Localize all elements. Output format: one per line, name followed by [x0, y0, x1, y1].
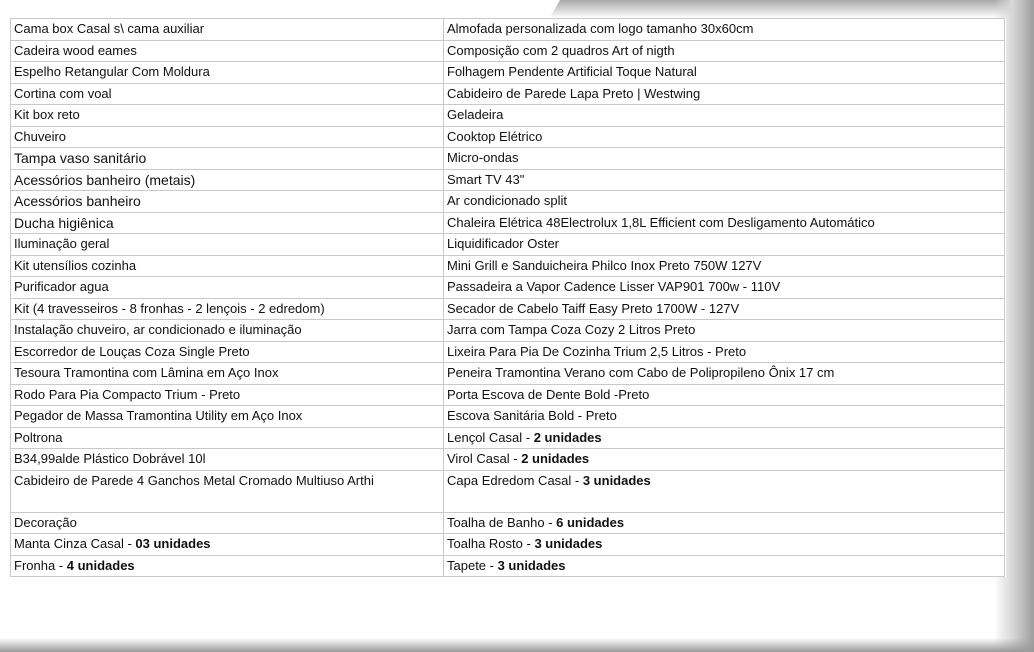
item-cell-right[interactable]	[444, 105, 1005, 127]
table-row	[11, 320, 1005, 342]
table-row	[11, 40, 1005, 62]
item-text: Cama box Casal s\ cama auxiliar	[14, 21, 205, 36]
items-table	[10, 18, 1005, 577]
table-row	[11, 470, 1005, 512]
item-cell-right[interactable]	[444, 512, 1005, 534]
item-text: Cabideiro de Parede Lapa Preto | Westwing	[447, 85, 701, 101]
item-cell-left[interactable]	[11, 105, 444, 127]
table-row	[11, 62, 1005, 84]
item-text: Cortina com voal	[14, 85, 112, 101]
table-row	[11, 191, 1005, 213]
quantity-text: 3 unidades	[582, 472, 651, 488]
item-cell-left[interactable]	[11, 363, 444, 385]
item-text: Ducha higiênica	[14, 214, 114, 231]
quantity-text: 6 unidades	[556, 514, 625, 530]
spreadsheet	[10, 18, 1006, 577]
item-text: Cooktop Elétrico	[447, 128, 543, 144]
table-row	[11, 555, 1005, 577]
item-cell-left[interactable]	[11, 384, 444, 406]
item-cell-right[interactable]	[444, 83, 1005, 105]
item-cell-right[interactable]	[444, 384, 1005, 406]
item-text: Micro-ondas	[447, 150, 519, 165]
table-row	[11, 427, 1005, 449]
item-cell-left[interactable]	[11, 191, 444, 213]
item-cell-left[interactable]	[11, 298, 444, 320]
item-text: Kit utensílios cozinha	[14, 257, 137, 273]
item-cell-right[interactable]	[444, 341, 1005, 363]
item-cell-right[interactable]	[444, 62, 1005, 84]
item-cell-left[interactable]	[11, 534, 444, 556]
item-text: Instalação chuveiro, ar condicionado e iluminação	[14, 322, 302, 337]
item-text: Liquidificador Oster	[447, 236, 559, 251]
item-text: Cadeira wood eames	[14, 42, 137, 58]
item-text: Fronha -	[14, 557, 67, 573]
table-row	[11, 105, 1005, 127]
item-cell-right[interactable]	[444, 169, 1005, 191]
item-text: Virol Casal -	[447, 451, 522, 466]
item-cell-left[interactable]	[11, 126, 444, 148]
table-row	[11, 212, 1005, 234]
table-row	[11, 19, 1005, 41]
item-text: Escova Sanitária Bold - Preto	[447, 408, 617, 423]
table-row	[11, 363, 1005, 385]
item-text: Mini Grill e Sanduicheira Philco Inox Preto 750W 127V	[447, 257, 762, 273]
table-row	[11, 512, 1005, 534]
item-cell-right[interactable]	[444, 40, 1005, 62]
item-text: Chuveiro	[14, 128, 67, 144]
item-cell-left[interactable]	[11, 148, 444, 170]
item-cell-left[interactable]	[11, 470, 444, 512]
table-row	[11, 534, 1005, 556]
table-row	[11, 255, 1005, 277]
quantity-text: 3 unidades	[497, 557, 566, 573]
item-text: Capa Edredom Casal -	[447, 472, 583, 488]
item-text: Lençol Casal -	[447, 429, 534, 445]
item-text: Almofada personalizada com logo tamanho 30x60cm	[447, 21, 754, 36]
item-text: Ar condicionado split	[447, 193, 567, 208]
item-cell-right[interactable]	[444, 298, 1005, 320]
item-cell-right[interactable]	[444, 363, 1005, 385]
item-cell-right[interactable]	[444, 19, 1005, 41]
table-row	[11, 234, 1005, 256]
item-cell-left[interactable]	[11, 255, 444, 277]
item-cell-left[interactable]	[11, 277, 444, 299]
item-text: Toalha de Banho -	[447, 514, 557, 530]
item-cell-left[interactable]	[11, 406, 444, 428]
quantity-text: 2 unidades	[521, 451, 590, 466]
item-text: Acessórios banheiro (metais)	[14, 171, 196, 188]
item-cell-right[interactable]	[444, 277, 1005, 299]
table-row	[11, 449, 1005, 471]
item-cell-left[interactable]	[11, 341, 444, 363]
item-text: Tapete -	[447, 557, 498, 573]
item-text: Folhagem Pendente Artificial Toque Natural	[447, 64, 697, 79]
item-text: Kit box reto	[14, 107, 80, 122]
item-text: Purificador agua	[14, 279, 109, 294]
item-text: Secador de Cabelo Taiff Easy Preto 1700W - 127V	[447, 300, 740, 316]
item-text: Tesoura Tramontina com Lâmina em Aço Inox	[14, 365, 279, 380]
item-text: Geladeira	[447, 107, 504, 122]
item-text: Poltrona	[14, 429, 63, 445]
item-text: Escorredor de Louças Coza Single Preto	[14, 343, 250, 359]
quantity-text: 3 unidades	[534, 536, 603, 551]
item-text: B34,99alde Plástico Dobrável 10l	[14, 451, 206, 466]
item-cell-left[interactable]	[11, 427, 444, 449]
table-row	[11, 126, 1005, 148]
table-row	[11, 277, 1005, 299]
page-top-shadow	[550, 0, 1034, 18]
item-cell-left[interactable]	[11, 234, 444, 256]
quantity-text: 2 unidades	[533, 429, 602, 445]
item-cell-left[interactable]	[11, 62, 444, 84]
item-text: Chaleira Elétrica 48Electrolux 1,8L Efficient com Desligamento Automático	[447, 214, 875, 230]
item-cell-right[interactable]	[444, 234, 1005, 256]
item-text: Peneira Tramontina Verano com Cabo de Polipropileno Ônix 17 cm	[447, 365, 835, 380]
item-text: Pegador de Massa Tramontina Utility em Aço Inox	[14, 408, 303, 423]
item-text: Porta Escova de Dente Bold -Preto	[447, 386, 650, 402]
item-cell-right[interactable]	[444, 126, 1005, 148]
item-text: Lixeira Para Pia De Cozinha Trium 2,5 Litros - Preto	[447, 343, 747, 359]
item-text: Acessórios banheiro	[14, 193, 141, 209]
item-cell-left[interactable]	[11, 555, 444, 577]
item-text: Smart TV 43"	[447, 171, 525, 187]
quantity-text: 4 unidades	[66, 557, 135, 573]
table-row	[11, 148, 1005, 170]
quantity-text: 03 unidades	[135, 536, 211, 551]
item-cell-right[interactable]	[444, 555, 1005, 577]
item-cell-right[interactable]	[444, 406, 1005, 428]
item-text: Decoração	[14, 514, 77, 530]
item-text: Toalha Rosto -	[447, 536, 535, 551]
page-bottom-shadow	[0, 638, 1034, 652]
item-cell-left[interactable]	[11, 40, 444, 62]
item-cell-right[interactable]	[444, 212, 1005, 234]
item-cell-right[interactable]	[444, 255, 1005, 277]
item-text: Manta Cinza Casal -	[14, 536, 136, 551]
item-text: Espelho Retangular Com Moldura	[14, 64, 210, 79]
item-cell-left[interactable]	[11, 320, 444, 342]
item-cell-left[interactable]	[11, 169, 444, 191]
item-cell-left[interactable]	[11, 449, 444, 471]
item-text: Kit (4 travesseiros - 8 fronhas - 2 lençois - 2 edredom)	[14, 300, 325, 316]
table-row	[11, 406, 1005, 428]
item-cell-right[interactable]	[444, 148, 1005, 170]
item-text: Iluminação geral	[14, 236, 110, 251]
item-text: Cabideiro de Parede 4 Ganchos Metal Cromado Multiuso Arthi	[14, 472, 374, 488]
item-text: Rodo Para Pia Compacto Trium - Preto	[14, 386, 241, 402]
item-text: Jarra com Tampa Coza Cozy 2 Litros Preto	[447, 322, 696, 337]
item-cell-left[interactable]	[11, 19, 444, 41]
item-cell-right[interactable]	[444, 320, 1005, 342]
item-cell-left[interactable]	[11, 83, 444, 105]
item-cell-right[interactable]	[444, 470, 1005, 512]
item-cell-right[interactable]	[444, 427, 1005, 449]
item-text: Tampa vaso sanitário	[14, 150, 147, 166]
item-cell-left[interactable]	[11, 512, 444, 534]
item-text: Composição com 2 quadros Art of nigth	[447, 42, 675, 58]
table-row	[11, 83, 1005, 105]
item-cell-left[interactable]	[11, 212, 444, 234]
table-row	[11, 384, 1005, 406]
item-cell-right[interactable]	[444, 191, 1005, 213]
item-cell-right[interactable]	[444, 534, 1005, 556]
table-row	[11, 298, 1005, 320]
item-text: Passadeira a Vapor Cadence Lisser VAP901 700w - 110V	[447, 279, 781, 294]
table-row	[11, 169, 1005, 191]
table-row	[11, 341, 1005, 363]
item-cell-right[interactable]	[444, 449, 1005, 471]
